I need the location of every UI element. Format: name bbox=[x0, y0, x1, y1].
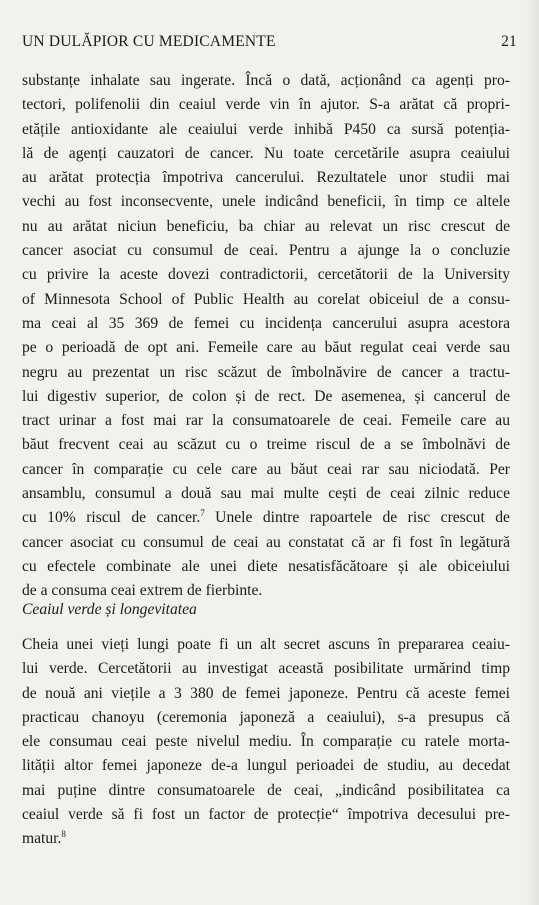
footnote-mark: 8 bbox=[61, 829, 66, 840]
line-text: cancer în comparație cu cele care au băut ceai rar sau niciodată. Per bbox=[22, 460, 510, 478]
text-line bbox=[22, 458, 510, 482]
text-line bbox=[22, 827, 510, 851]
text-line bbox=[22, 506, 510, 530]
text-line bbox=[22, 142, 510, 166]
text-line bbox=[22, 263, 510, 287]
paragraph-2 bbox=[22, 633, 510, 852]
text-line bbox=[22, 730, 510, 754]
text-line bbox=[22, 93, 510, 117]
line-text: lui digestiv superior, de colon și de rect. De asemenea, și cancerul de bbox=[22, 387, 510, 405]
line-text: de a consuma ceai extrem de fierbinte. bbox=[22, 582, 263, 600]
text-line bbox=[22, 657, 510, 681]
line-text: practicau chanoyu (ceremonia japoneză a ceaiului), s-a presupus că bbox=[22, 708, 510, 726]
line-text: ele consumau ceai peste nivelul mediu. În comparație cu ratele morta- bbox=[22, 733, 510, 751]
line-text: vechi au fost inconsecvente, unele indicând beneficii, în timp ce altele bbox=[22, 193, 510, 211]
line-text: au arătat protecția împotriva cancerului. Rezultatele unor studii mai bbox=[22, 169, 510, 187]
line-text: cancer asociat cu consumul de ceai au constatat că ar fi fost în legătură bbox=[22, 533, 510, 551]
line-text: cu efectele combinate ale unei diete nesatisfăcătoare și ale obiceiului bbox=[22, 557, 510, 575]
line-text: ma ceai al 35 369 de femei cu incidența cancerului asupra acestora bbox=[22, 314, 510, 332]
text-line bbox=[22, 385, 510, 409]
text-line bbox=[22, 409, 510, 433]
running-header bbox=[22, 33, 517, 51]
line-text: cancer asociat cu consumul de ceai. Pentru a ajunge la o concluzie bbox=[22, 242, 510, 260]
line-text: pe o perioadă de opt ani. Femeile care au băut regulat ceai verde sau bbox=[22, 339, 510, 357]
paragraph-1 bbox=[22, 69, 510, 604]
text-line bbox=[22, 482, 510, 506]
line-text: lă de agenți cauzatori de cancer. Nu toate cercetările asupra ceaiului bbox=[22, 144, 510, 162]
line-text: etățile antioxidante ale ceaiului verde inhibă P450 ca sursă potenția- bbox=[22, 120, 510, 138]
text-line bbox=[22, 190, 510, 214]
line-text: nu au arătat niciun beneficiu, ba chiar au relevat un risc crescut de bbox=[22, 217, 510, 235]
line-text: matur. bbox=[22, 830, 62, 848]
text-line bbox=[22, 633, 510, 657]
line-text: Cheia unei vieți lungi poate fi un alt secret ascuns în prepararea ceaiu- bbox=[22, 636, 510, 653]
line-text: tectori, polifenolii din ceaiul verde vin în ajutor. S-a arătat că propri- bbox=[22, 96, 510, 114]
text-line bbox=[22, 336, 510, 360]
text-line bbox=[22, 579, 510, 603]
text-line bbox=[22, 239, 510, 263]
line-text: tract urinar a fost mai rar la consumatoarele de ceai. Femeile care au bbox=[22, 412, 510, 430]
line-text: băut frecvent ceai au scăzut cu o treime riscul de a se îmbolnăvi de bbox=[22, 436, 510, 454]
line-text: mai puține dintre consumatoarele de ceai, „indicând posibilitatea ca bbox=[22, 781, 510, 799]
text-line bbox=[22, 779, 510, 803]
chapter-title: UN DULĂPIOR CU MEDICAMENTE bbox=[22, 33, 276, 50]
line-text: ceaiul verde să fi fost un factor de protecție“ împotriva decesului pre- bbox=[22, 806, 510, 824]
line-text: lității altor femei japoneze de-a lungul perioadei de studiu, au decedat bbox=[22, 757, 510, 775]
line-text: cu 10% riscul de cancer. bbox=[22, 509, 201, 527]
text-line bbox=[22, 166, 510, 190]
line-text: ansamblu, consumul a două sau mai multe cești de ceai zilnic reduce bbox=[22, 485, 510, 503]
line-text: substanțe inhalate sau ingerate. Încă o dată, acționând ca agenți pro- bbox=[22, 72, 510, 89]
text-line bbox=[22, 555, 510, 579]
text-line bbox=[22, 361, 510, 385]
section-heading: Ceaiul verde și longevitatea bbox=[22, 601, 197, 618]
line-continuation: Unele dintre rapoartele de risc crescut de bbox=[204, 509, 510, 527]
text-line bbox=[22, 118, 510, 142]
text-line bbox=[22, 754, 510, 778]
line-text: negru au prezentat un risc scăzut de îmbolnăvire de cancer a tractu- bbox=[22, 363, 510, 381]
text-line bbox=[22, 69, 510, 93]
text-line bbox=[22, 531, 510, 555]
footnote-mark: 7 bbox=[200, 508, 205, 519]
text-line bbox=[22, 288, 510, 312]
line-text: of Minnesota School of Public Health au corelat obiceiul de a consu- bbox=[22, 290, 510, 308]
text-line bbox=[22, 312, 510, 336]
page-number: 21 bbox=[501, 33, 517, 50]
page-edge-shadow bbox=[525, 0, 539, 905]
text-line bbox=[22, 433, 510, 457]
line-text: de nouă ani viețile a 3 380 de femei japoneze. Pentru că aceste femei bbox=[22, 684, 510, 702]
line-text: lui verde. Cercetătorii au investigat această posibilitate urmărind timp bbox=[22, 660, 510, 678]
text-line bbox=[22, 706, 510, 730]
text-line bbox=[22, 215, 510, 239]
line-text: cu privire la aceste dovezi contradictorii, cercetătorii de la University bbox=[22, 266, 510, 284]
text-line bbox=[22, 682, 510, 706]
text-line bbox=[22, 803, 510, 827]
